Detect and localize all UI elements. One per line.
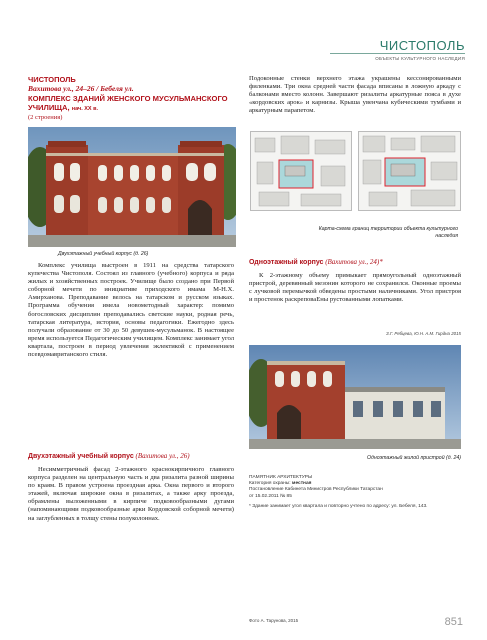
text-author: З.Г. Рябцева, Ю.Н. А.М. Гирдна 2015 (386, 331, 461, 336)
left-section-heading (28, 452, 190, 460)
site-map-right-art (359, 132, 461, 211)
site-map-caption: Карта-схема границ территории объекта культурного наследия (318, 226, 458, 239)
photo-annex-art (249, 345, 461, 449)
entry-name-date: нач. XX в. (71, 106, 99, 112)
info-decree-1: Постановление Кабинета Министров Республики Татарстан (249, 487, 383, 493)
entry-city: ЧИСТОПОЛЬ (28, 75, 76, 84)
header-subtitle: ОБЪЕКТЫ КУЛЬТУРНОГО НАСЛЕДИЯ (375, 56, 465, 61)
entry-count: (2 строения) (28, 114, 63, 121)
photo-main-building-caption: Двухэтажный учебный корпус (д. 26) (58, 251, 149, 257)
right-section-address: (Вахитова ул., 24)* (325, 258, 383, 266)
running-header (380, 38, 465, 53)
info-note: * Здание занимает угол квартала и повторно учтено по адресу: ул. Бебеля, 143. (249, 503, 428, 509)
right-column-text-top (249, 75, 461, 115)
left-column-text-2 (28, 466, 234, 523)
header-title: ЧИСТОПОЛЬ (379, 38, 465, 53)
info-label: ПАМЯТНИК АРХИТЕКТУРЫ (249, 475, 313, 480)
paragraph-facade: Несимметричный фасад 2-этажного краснокирпичного главного корпуса разделен на центральную часть и два ризалита разной ширины по краям. В правом устроена проездная арка. Окна первого и второго этажей, включая широкие окна в ризалитах, а также арку проезда, обрамлены выложенными в кирпиче подковообразными дугами (напоминающими подковообразные арки Кордовской соборной мечети) на заглубленных в толщу стены полуколоннах. (28, 466, 234, 522)
paragraph-history: Комплекс училища выстроен в 1911 на средства татарского купечества Чистополя. Состоял из главного (учебного) корпуса и ряда жилых и хозяйственных построек. Училище было создано при Первой соборной мечети по инициативе приходского имама М-Н.Х. Амирханова. Преподавание велось на татарском и русском языках. Программа обучения имела новометодный характер: помимо богословских дисциплин преподавались светские науки, родная речь, татарская литература, история, основы педагогики. Ежегодно здесь получали образование от 30 до 50 девушек-мусульманок. В настоящее время используется Педагогическим училищем. Комплекс занимает угол квартала, построен в период увлечения эклектикой с применением псевдомавританского стиля. (28, 262, 234, 359)
left-column-text (28, 262, 234, 359)
protection-info (249, 475, 461, 510)
photo-main-building-art (28, 127, 236, 247)
info-decree-2: от 15.02.2011 № 85 (249, 493, 292, 499)
paragraph-annex: К 2-этажному объему примыкает прямоугольный одноэтажный пристрой, деревянный мезонин которого не сохранился. Оконные проемы с лучковой перемычкой обведены простыми наличниками. Угол пристроя и простенок раскреповаЕны рустованными лопатками. (249, 272, 461, 304)
info-category-value: местная (291, 481, 312, 487)
right-column-text-2 (249, 272, 461, 304)
left-section-address: (Вахитова ул., 26) (135, 452, 190, 460)
right-section-title: Одноэтажный корпус (249, 259, 324, 266)
photo-main-building (28, 127, 236, 247)
site-map-left-art (251, 132, 352, 211)
photo-annex (249, 345, 461, 449)
photo-credit: Фото А. Тарунова, 2015 (249, 618, 299, 623)
entry-address: Вахитова ул., 24–26 / Бебеля ул. (28, 84, 134, 93)
photo-annex-caption: Одноэтажный жилой пристрой (д. 24) (367, 455, 461, 461)
info-category-label: Категория охраны: (249, 481, 291, 487)
site-map-left (250, 131, 352, 211)
right-section-heading (249, 258, 383, 266)
header-rule (330, 53, 465, 54)
left-section-title: Двухэтажный учебный корпус (28, 453, 134, 460)
entry-name-main: КОМПЛЕКС ЗДАНИЙ ЖЕНСКОГО МУСУЛЬМАНСКОГО УЧИЛИЩА, (28, 94, 228, 112)
page-number: 851 (444, 616, 463, 628)
paragraph-decor: Подоконные стенки верхнего этажа украшены кессонированными филенками. Три окна средней части фасада вписаны в ложную аркаду с балконами вместо колонн. Завершают ризалиты аркатурные пояса в духе «кордовских арок» и карнизы. Крыша увенчана кубическими тумбами и аркатурным парапетом. (249, 75, 461, 115)
entry-name (28, 94, 238, 114)
site-map-right (358, 131, 461, 211)
